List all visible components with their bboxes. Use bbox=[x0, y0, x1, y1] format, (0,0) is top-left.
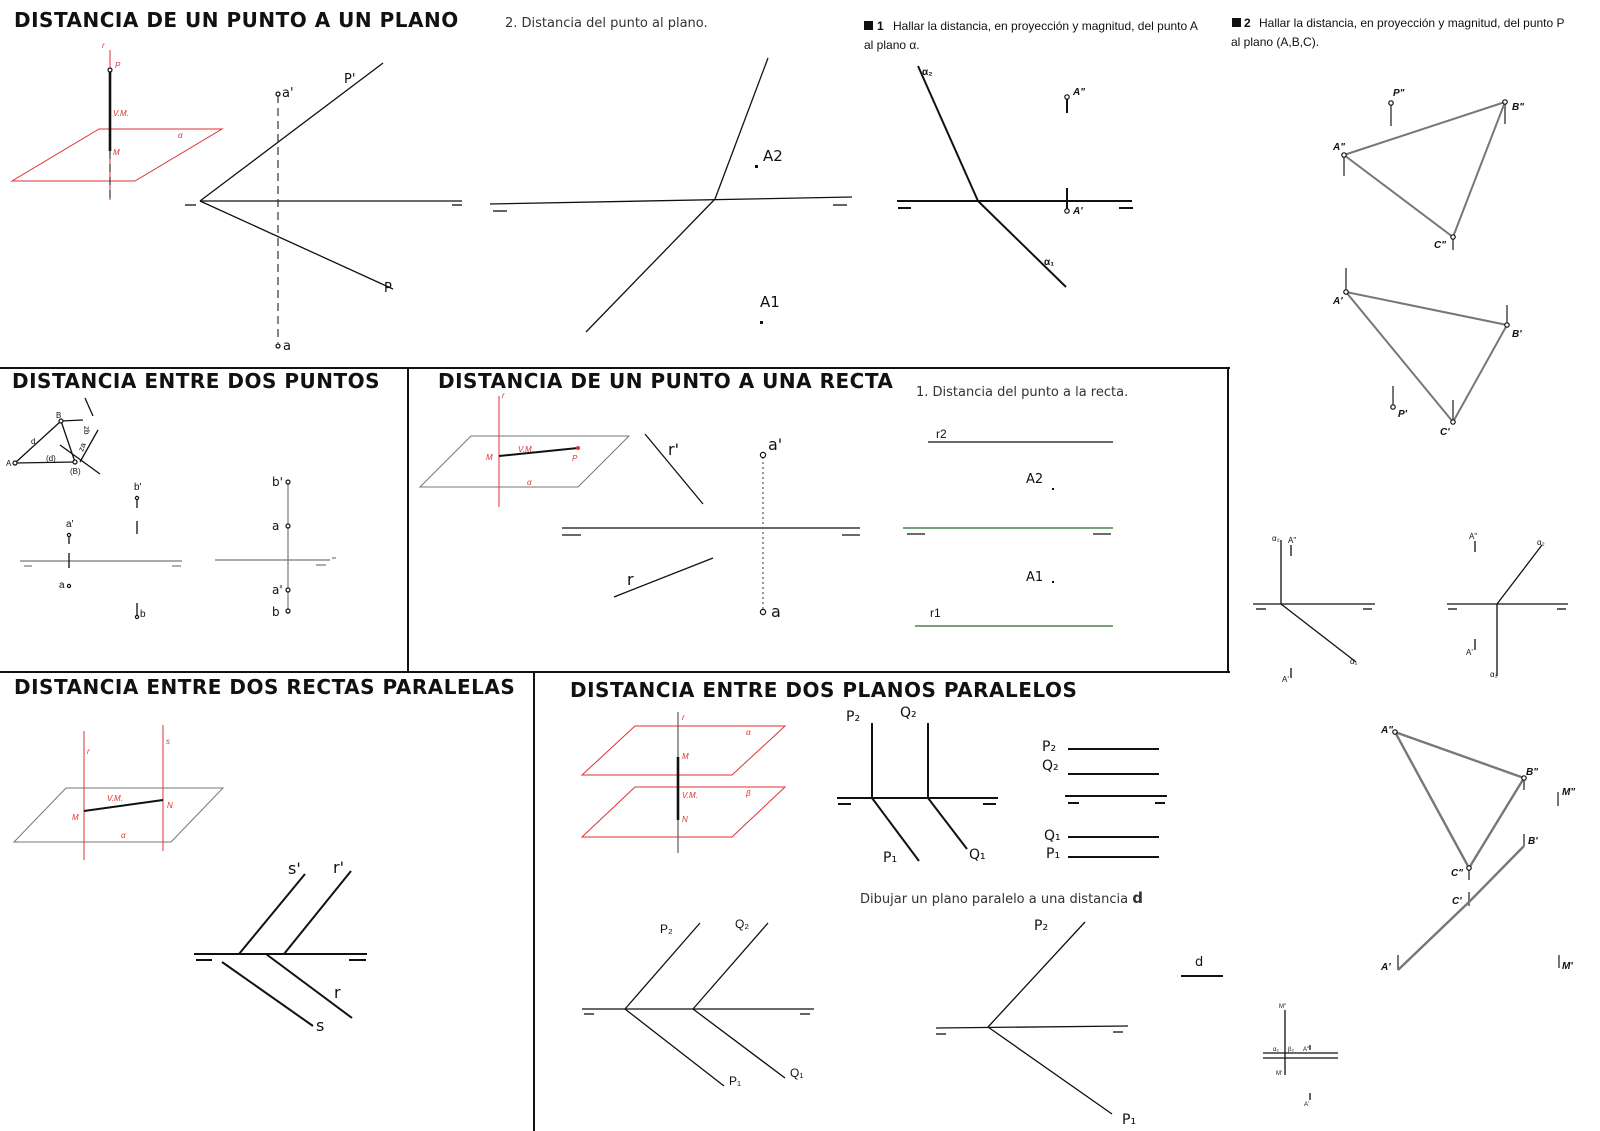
exercise-point-line bbox=[903, 385, 1128, 626]
label-a-prime: a' bbox=[66, 519, 74, 530]
point-C2 bbox=[1467, 866, 1471, 870]
section-point-plane bbox=[12, 8, 852, 354]
label-b-prime: b' bbox=[134, 482, 142, 493]
label-r-prime: r' bbox=[333, 858, 344, 877]
label-P2: P" bbox=[1393, 88, 1405, 99]
label-dB: (d) bbox=[46, 454, 56, 463]
proj-point-plane bbox=[185, 63, 462, 354]
instruction-text: Dibujar un plano paralelo a una distancia bbox=[860, 892, 1133, 907]
point-b bbox=[135, 615, 138, 618]
ex2-line1: Hallar la distancia, en proyección y magnitud, del punto P bbox=[1259, 16, 1565, 30]
label-r-prime: r' bbox=[668, 440, 679, 459]
point-Bp bbox=[73, 460, 77, 464]
label-A2: A" bbox=[1381, 725, 1393, 736]
label-b: b bbox=[272, 605, 280, 619]
ex1-line2: al plano α. bbox=[864, 38, 920, 52]
label-za: za bbox=[76, 441, 88, 453]
point-A bbox=[13, 461, 17, 465]
ex1-line1: Hallar la distancia, en proyección y magnitud, del punto A bbox=[893, 19, 1198, 33]
label-a1: α₁ bbox=[1490, 670, 1498, 679]
small-diagram-2 bbox=[1447, 532, 1568, 679]
label-Q2: Q₂ bbox=[1042, 758, 1059, 774]
exercise-title: 1. Distancia del punto a la recta. bbox=[916, 385, 1129, 400]
label-M2: M" bbox=[1279, 1004, 1287, 1010]
bullet-icon bbox=[1232, 18, 1241, 27]
label-A1: A' bbox=[1282, 675, 1289, 684]
label-A2: A2 bbox=[763, 147, 783, 165]
label-A1: A' bbox=[1381, 962, 1391, 973]
point-A1 bbox=[760, 321, 763, 324]
exercise-2 bbox=[1231, 16, 1565, 438]
line-s-prime bbox=[239, 874, 305, 954]
label-A1: A' bbox=[1304, 1102, 1310, 1108]
label-r: r bbox=[102, 41, 105, 50]
label-B1: B' bbox=[1528, 836, 1538, 847]
small-diagram-1 bbox=[1253, 534, 1375, 684]
label-s-prime: s' bbox=[288, 859, 301, 878]
segment-CA1 bbox=[1398, 902, 1469, 970]
label-zb: zb bbox=[82, 426, 91, 435]
label-s: s bbox=[166, 737, 170, 746]
plane-alpha bbox=[582, 726, 785, 775]
label-a: a bbox=[59, 580, 65, 591]
label-vm: V.M. bbox=[107, 794, 123, 803]
label-A2: A" bbox=[1333, 142, 1345, 153]
point-A1 bbox=[1344, 290, 1348, 294]
title-point-line: DISTANCIA DE UN PUNTO A UNA RECTA bbox=[438, 369, 894, 393]
label-b: b bbox=[140, 609, 146, 620]
trace-alpha1 bbox=[978, 201, 1066, 287]
proj-point-line bbox=[562, 434, 860, 621]
label-A2: A" bbox=[1288, 536, 1297, 545]
traces-3 bbox=[582, 917, 814, 1088]
label-A1: A' bbox=[1073, 206, 1083, 217]
point-A2 bbox=[1393, 730, 1397, 734]
segment-vm bbox=[499, 448, 578, 456]
trace-P-prime bbox=[200, 63, 383, 201]
ex2-number: 2 bbox=[1244, 16, 1251, 30]
trace-P bbox=[200, 201, 393, 289]
label-A2: A" bbox=[1073, 87, 1085, 98]
trace-Q2 bbox=[693, 923, 768, 1009]
exercise-point-plane bbox=[490, 16, 852, 332]
label-Q1: Q₁ bbox=[969, 847, 986, 863]
label-r: r bbox=[502, 391, 505, 400]
ground-line bbox=[936, 1026, 1128, 1028]
segment-A-Bproj bbox=[15, 462, 75, 463]
triangle-vertical bbox=[1395, 732, 1524, 868]
label-C1: C' bbox=[1452, 896, 1462, 907]
label-alpha: α bbox=[121, 831, 126, 840]
label-N: N bbox=[167, 801, 173, 810]
persp-parallel-lines bbox=[14, 725, 223, 860]
point-b-prime bbox=[135, 496, 138, 499]
point-A2 bbox=[1342, 153, 1346, 157]
point-b bbox=[286, 609, 290, 613]
persp-two-points bbox=[6, 398, 100, 476]
persp-point-plane bbox=[12, 41, 222, 200]
trace-a1 bbox=[1281, 604, 1356, 662]
label-a-prime: a' bbox=[272, 583, 283, 597]
ex1-number: 1 bbox=[877, 19, 884, 33]
label-B2: B" bbox=[1526, 767, 1538, 778]
label-d: d bbox=[1195, 955, 1204, 970]
point-C1 bbox=[1451, 420, 1455, 424]
label-B2: B" bbox=[1512, 102, 1524, 113]
label-alpha: α bbox=[746, 728, 751, 737]
point-B1 bbox=[1505, 323, 1509, 327]
label-r: r bbox=[627, 570, 634, 589]
section-exercises-right bbox=[864, 16, 1575, 1108]
label-A2: A" bbox=[1469, 532, 1478, 541]
traces-2 bbox=[1042, 739, 1167, 862]
section-point-line bbox=[420, 369, 1128, 626]
point-a-prime bbox=[760, 452, 765, 457]
label-C2: C" bbox=[1434, 240, 1446, 251]
label-C2: C" bbox=[1451, 868, 1463, 879]
point-a bbox=[276, 344, 280, 348]
point-A2 bbox=[1052, 488, 1054, 490]
point-C2 bbox=[1451, 235, 1455, 239]
section-parallel-planes bbox=[570, 678, 1223, 1128]
traces-1 bbox=[837, 705, 998, 866]
line-zb bbox=[61, 420, 83, 421]
bullet-icon bbox=[864, 21, 873, 30]
label-b-prime: b' bbox=[272, 475, 283, 489]
point-a bbox=[760, 609, 765, 614]
label-M: M bbox=[113, 148, 120, 157]
label-Q1: Q₁ bbox=[790, 1066, 804, 1080]
label-P1: P₁ bbox=[883, 850, 898, 866]
label-a: a bbox=[771, 602, 781, 621]
dim-zb bbox=[85, 398, 93, 416]
label-A2: A" bbox=[1303, 1047, 1310, 1053]
label-P1: P' bbox=[1398, 409, 1408, 420]
label-vm: V.M. bbox=[518, 445, 534, 454]
persp-parallel-planes bbox=[582, 712, 785, 853]
triangle-diagram-2 bbox=[1380, 725, 1575, 973]
trace-Q1 bbox=[928, 798, 967, 849]
label-a2: α₂ bbox=[1272, 534, 1280, 543]
point-P bbox=[576, 446, 580, 450]
label-A1: A' bbox=[1466, 648, 1473, 657]
label-a: a bbox=[283, 339, 291, 354]
label-P1: P₁ bbox=[1122, 1112, 1137, 1128]
plane-alpha bbox=[420, 436, 629, 487]
segment-vm bbox=[84, 800, 163, 811]
label-P2: P₂ bbox=[1034, 918, 1049, 934]
point-A2 bbox=[755, 165, 758, 168]
title-two-points: DISTANCIA ENTRE DOS PUNTOS bbox=[12, 369, 381, 393]
trace-P1 bbox=[988, 1027, 1112, 1114]
distance-d bbox=[1181, 955, 1223, 976]
point-B2 bbox=[1503, 100, 1507, 104]
line-r-prime bbox=[284, 871, 351, 954]
label-B: B bbox=[56, 411, 62, 420]
line-s bbox=[222, 962, 313, 1026]
label-A2: A2 bbox=[1026, 472, 1044, 487]
proj-two-points-2 bbox=[215, 475, 336, 619]
point-b-prime bbox=[286, 480, 290, 484]
label-M: M bbox=[486, 453, 493, 462]
point-A1 bbox=[1052, 581, 1054, 583]
label-vm: V.M. bbox=[682, 791, 698, 800]
label-A1: A1 bbox=[760, 293, 780, 311]
ground-line bbox=[490, 197, 852, 204]
label-P2: P₂ bbox=[846, 709, 861, 725]
label-b2: β₂ bbox=[1288, 1047, 1294, 1053]
segment-B-Bproj bbox=[61, 421, 75, 462]
label-P1: P₁ bbox=[729, 1074, 742, 1088]
triangle-horizontal bbox=[1346, 292, 1507, 422]
section-two-points bbox=[6, 369, 380, 620]
label-r: r bbox=[682, 713, 685, 722]
label-vm: V.M. bbox=[113, 109, 129, 118]
label-a-prime: a' bbox=[768, 435, 783, 454]
label-M2: M" bbox=[1562, 787, 1576, 798]
label-Q2: Q₂ bbox=[900, 705, 917, 721]
label-Q1: Q₁ bbox=[1044, 828, 1061, 844]
label-P-prime: P' bbox=[344, 72, 356, 87]
point-P2 bbox=[1389, 101, 1393, 105]
label-alpha1: α₁ bbox=[1044, 257, 1055, 268]
point-A2 bbox=[1065, 95, 1069, 99]
label-P1: P₁ bbox=[1046, 846, 1061, 862]
proj-parallel-lines bbox=[194, 858, 367, 1035]
label-N: N bbox=[682, 815, 688, 824]
label-r1: r1 bbox=[930, 606, 941, 620]
trace-Q1 bbox=[693, 1009, 785, 1078]
section-parallel-lines bbox=[14, 675, 515, 1035]
label-M: M bbox=[72, 813, 79, 822]
triangle-vertical bbox=[1344, 102, 1505, 237]
label-M: M bbox=[682, 752, 689, 761]
persp-point-line bbox=[420, 391, 629, 507]
traces-4 bbox=[936, 918, 1136, 1128]
label-r: r bbox=[334, 983, 341, 1002]
ex2-line2: al plano (A,B,C). bbox=[1231, 35, 1320, 49]
label-Q2: Q₂ bbox=[735, 917, 749, 931]
label-M1: M' bbox=[1562, 961, 1573, 972]
point-a-prime bbox=[286, 588, 290, 592]
title-parallel-lines: DISTANCIA ENTRE DOS RECTAS PARALELAS bbox=[14, 675, 516, 699]
label-r: r bbox=[87, 747, 90, 756]
label-P2: P₂ bbox=[1042, 739, 1057, 755]
point-a bbox=[286, 524, 290, 528]
instruction-bold: d bbox=[1132, 889, 1143, 907]
label-alpha: α bbox=[178, 131, 183, 140]
title-parallel-planes: DISTANCIA ENTRE DOS PLANOS PARALELOS bbox=[570, 678, 1078, 702]
label-P: P bbox=[384, 281, 392, 296]
point-a-prime bbox=[276, 92, 280, 96]
label-a: a bbox=[272, 519, 280, 533]
exercise-1 bbox=[864, 19, 1198, 287]
title-point-plane: DISTANCIA DE UN PUNTO A UN PLANO bbox=[14, 8, 459, 32]
point-P1 bbox=[1391, 405, 1395, 409]
label-P: P bbox=[572, 454, 578, 463]
label-a-prime: a' bbox=[282, 86, 294, 101]
trace-vertical bbox=[715, 58, 768, 199]
proj-two-points-1 bbox=[20, 482, 182, 620]
label-s: s bbox=[316, 1016, 325, 1035]
point-A1 bbox=[1065, 209, 1069, 213]
trace-a2 bbox=[1497, 545, 1542, 604]
label-A1: A1 bbox=[1026, 570, 1044, 585]
label-C1: C' bbox=[1440, 427, 1450, 438]
label-beta: β bbox=[746, 789, 751, 798]
label-a1: α₁ bbox=[1350, 657, 1358, 666]
point-a-prime bbox=[67, 533, 70, 536]
trace-P2 bbox=[988, 922, 1085, 1027]
label-d: d bbox=[31, 437, 36, 446]
label-alpha: α bbox=[527, 478, 532, 487]
label-A1: A' bbox=[1333, 296, 1343, 307]
label-A: A bbox=[6, 459, 12, 468]
label-a2: α₂ bbox=[1273, 1047, 1279, 1053]
label-Bp: (B) bbox=[70, 467, 81, 476]
exercise-title: 2. Distancia del punto al plano. bbox=[505, 16, 708, 31]
label-r2: r2 bbox=[936, 427, 947, 441]
label-B1: B' bbox=[1512, 329, 1522, 340]
trace-alpha2 bbox=[918, 66, 978, 201]
tiny-diagram bbox=[1263, 1004, 1338, 1108]
instruction bbox=[860, 889, 1143, 907]
label-a2: α₂ bbox=[1537, 538, 1545, 547]
point-a bbox=[67, 584, 70, 587]
trace-horizontal bbox=[586, 199, 715, 332]
label-M1: M' bbox=[1276, 1071, 1283, 1077]
point-P bbox=[108, 68, 112, 72]
label-P2: P₂ bbox=[660, 922, 673, 936]
label-alpha2: α₂ bbox=[922, 67, 933, 78]
label-P: P bbox=[115, 61, 121, 70]
